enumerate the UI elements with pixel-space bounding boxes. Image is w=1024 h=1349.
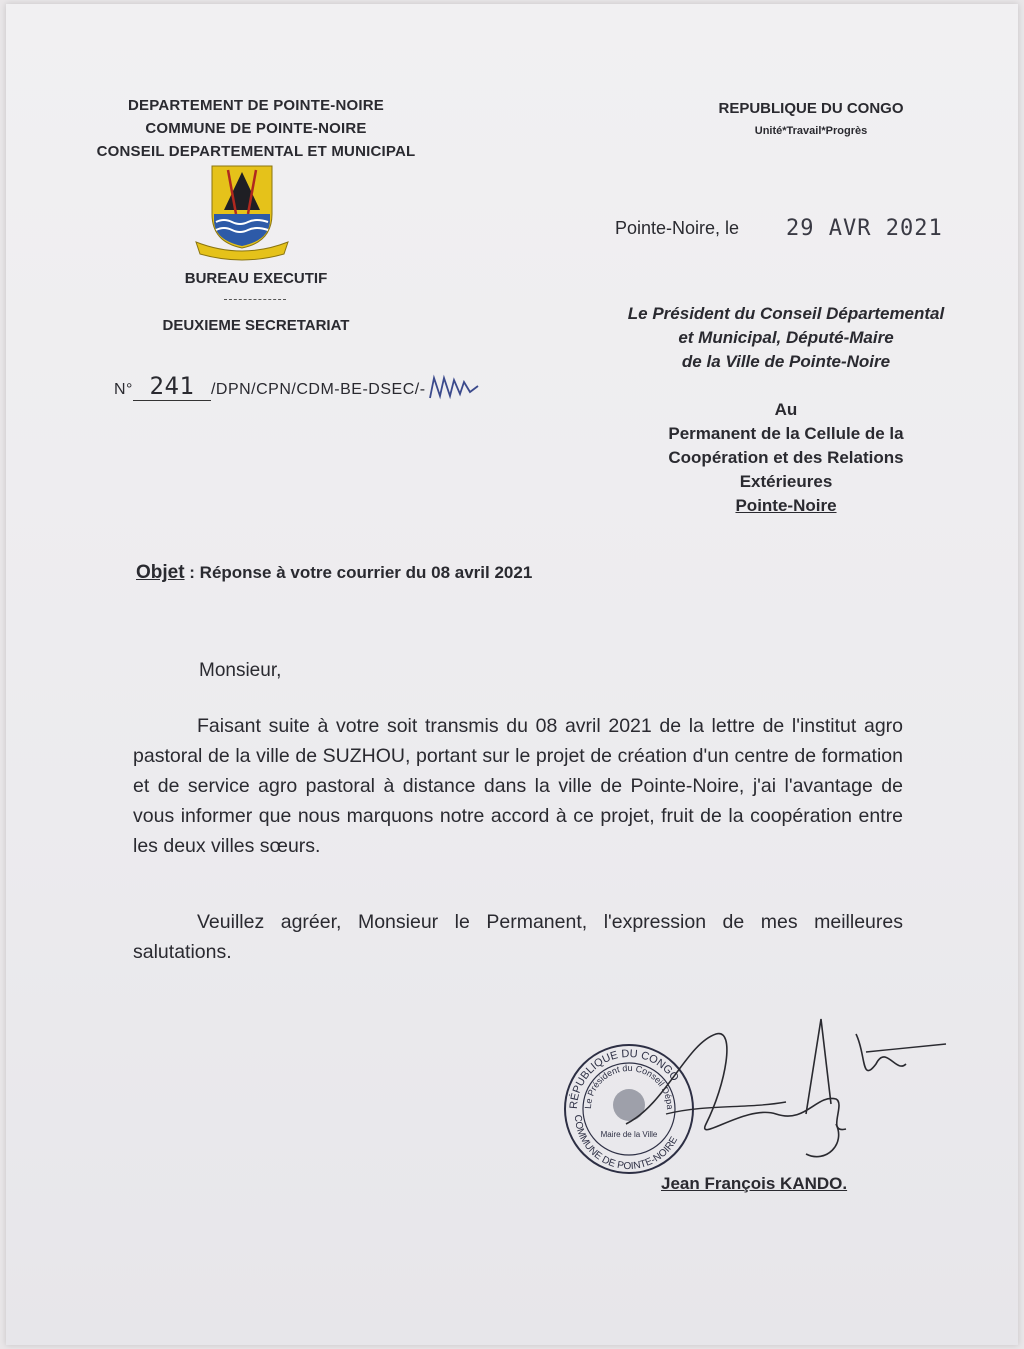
recipient-line: Coopération et des Relations	[668, 448, 904, 467]
reference-prefix: N°	[114, 381, 133, 398]
issuer-council: CONSEIL DEPARTEMENTAL ET MUNICIPAL	[96, 143, 416, 160]
sender-line: et Municipal, Député-Maire	[678, 328, 894, 347]
coat-of-arms-logo	[192, 162, 292, 267]
bureau-executif: BUREAU EXECUTIF	[184, 270, 328, 287]
subject-text: Réponse à votre courrier du 08 avril 2021	[199, 563, 533, 582]
reference-number	[114, 372, 486, 407]
closing-formula: Veuillez agréer, Monsieur le Permanent, l'expression de mes meilleures salutations.	[133, 911, 903, 963]
stamp-inner-text: Le Président du Conseil Dépa	[582, 1062, 676, 1110]
date-label: Pointe-Noire, le	[615, 218, 740, 238]
reference-handwritten-number: 241	[133, 372, 211, 401]
issuer-commune: COMMUNE DE POINTE-NOIRE	[145, 120, 367, 137]
dashed-separator	[224, 299, 286, 300]
recipient-town: Pointe-Noire	[735, 496, 837, 515]
recipient-block	[616, 422, 956, 518]
sender-line: Le Président du Conseil Départemental	[627, 304, 945, 323]
date-stamp: 29 AVR 2021	[786, 216, 943, 241]
letter-body: Faisant suite à votre soit transmis du 08 avril 2021 de la lettre de l'institut agro pastoral de la ville de SUZHOU, portant sur le projet de création d'un centre de formation et de service agro pastoral à distance dans la ville de Pointe-Noire, j'ai l'avantage de vous informer que nous marquons notre accord à ce projet, fruit de la coopération entre les deux villes sœurs.	[133, 715, 903, 857]
subject-separator: :	[184, 563, 200, 582]
stamp-top-text: RÉPUBLIQUE DU CONGO	[567, 1047, 681, 1110]
reference-code: /DPN/CPN/CDM-BE-DSEC/-	[210, 381, 426, 398]
salutation: Monsieur,	[199, 660, 282, 681]
deuxieme-secretariat: DEUXIEME SECRETARIAT	[162, 317, 350, 334]
letter-page	[6, 4, 1018, 1345]
stamp-bottom-text: COMMUNE DE POINTE-NOIRE	[571, 1114, 681, 1173]
national-motto: Unité*Travail*Progrès	[754, 125, 868, 137]
country-name: REPUBLIQUE DU CONGO	[718, 100, 904, 117]
sender-block	[596, 302, 976, 374]
recipient-line: Permanent de la Cellule de la	[668, 424, 904, 443]
sender-line: de la Ville de Pointe-Noire	[681, 352, 891, 371]
subject-label: Objet	[136, 562, 185, 583]
initials-scribble-icon	[426, 372, 486, 407]
recipient-line: Extérieures	[739, 472, 833, 491]
issuer-department: DEPARTEMENT DE POINTE-NOIRE	[128, 97, 384, 114]
stamp-mayor-text: Maire de la Ville	[600, 1130, 658, 1139]
subject-line	[136, 562, 532, 584]
handwritten-signature	[606, 1004, 966, 1179]
recipient-au: Au	[774, 400, 798, 419]
signatory-name: Jean François KANDO.	[661, 1174, 848, 1193]
